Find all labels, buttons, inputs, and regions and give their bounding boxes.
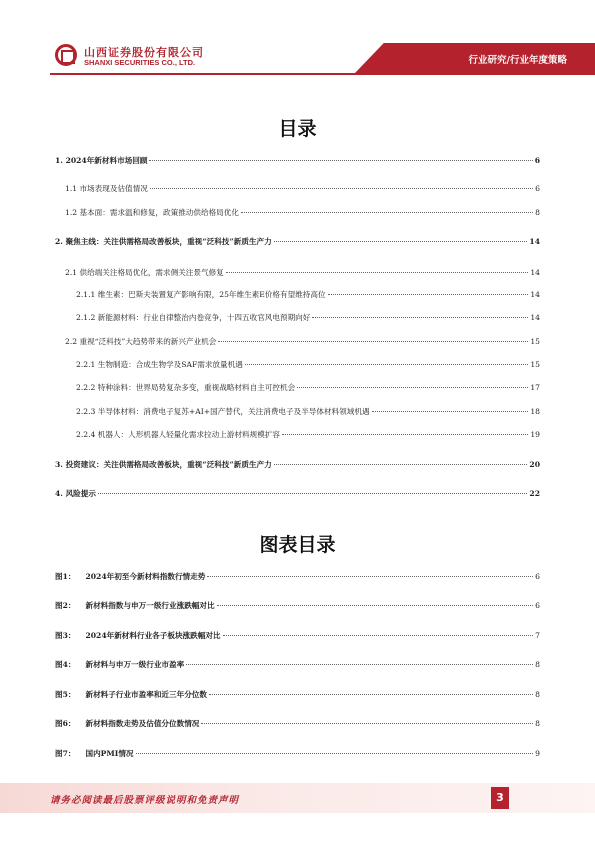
figure-entry-3[interactable]	[55, 630, 540, 641]
page-header	[0, 0, 595, 80]
toc-entry-page: 8	[535, 208, 540, 217]
toc-leader	[149, 160, 532, 161]
toc-entry-page: 19	[530, 430, 540, 439]
toc-entry-4[interactable]	[55, 488, 540, 499]
figure-entry-7[interactable]	[55, 748, 540, 759]
toc-entry-page: 18	[530, 407, 540, 416]
toc-entry-2-1-2[interactable]	[76, 312, 540, 323]
toc-title: 目录	[278, 118, 317, 140]
toc-entry-text: 2.2.1 生物制造：合成生物学及SAF需求放量机遇	[76, 360, 243, 369]
toc-leader	[297, 387, 528, 388]
toc-entry-2-2-2[interactable]	[76, 382, 540, 393]
footer-disclaimer: 请务必阅读最后股票评级说明和免责声明	[50, 795, 240, 806]
toc-entry-3[interactable]	[55, 459, 540, 470]
toc-entry-page: 14	[530, 268, 540, 277]
toc-leader	[312, 317, 528, 318]
figure-entry-5[interactable]	[55, 689, 540, 700]
figure-entry-page: 6	[535, 601, 540, 610]
figure-entry-text: 国内PMI情况	[85, 749, 134, 758]
toc-leader	[274, 464, 528, 465]
figure-entry-6[interactable]	[55, 718, 540, 729]
figure-entry-label: 图6：	[55, 719, 76, 728]
toc-leader	[223, 635, 534, 636]
toc-entry-2[interactable]	[55, 236, 540, 247]
toc-entry-1-1[interactable]	[65, 183, 540, 194]
figure-entry-text: 新材料指数走势及估值分位数情况	[85, 719, 200, 728]
figure-list-title: 图表目录	[259, 534, 336, 556]
toc-entry-page: 15	[530, 360, 540, 369]
toc-leader	[150, 188, 533, 189]
figure-entry-text: 2024年新材料行业各子板块涨跌幅对比	[85, 631, 221, 640]
figure-entry-text: 2024年初至今新材料指数行情走势	[85, 572, 206, 581]
figure-entry-page: 6	[535, 572, 540, 581]
figure-entry-label: 图5：	[55, 690, 76, 699]
toc-entry-text: 1. 2024年新材料市场回顾	[55, 156, 148, 165]
toc-entry-text: 2. 聚焦主线：关注供需格局改善板块，重视“泛科技”新质生产力	[55, 237, 272, 246]
figure-entry-2[interactable]	[55, 600, 540, 611]
toc-entry-text: 1.1 市场表现及估值情况	[65, 184, 148, 193]
toc-entry-text: 2.2 重视“泛科技”大趋势带来的新兴产业机会	[65, 337, 217, 346]
toc-leader	[201, 723, 533, 724]
toc-entry-page: 14	[530, 290, 540, 299]
report-category: 行业研究/行业年度策略	[468, 55, 567, 66]
toc-leader	[186, 664, 533, 665]
toc-entry-page: 17	[530, 383, 540, 392]
toc-entry-page: 14	[530, 313, 540, 322]
toc-entry-text: 2.2.4 机器人：人形机器人轻量化需求拉动上游材料规模扩容	[76, 430, 280, 439]
toc-entry-text: 3. 投资建议：关注供需格局改善板块，重视“泛科技”新质生产力	[55, 460, 272, 469]
toc-leader	[209, 694, 533, 695]
toc-leader	[328, 294, 529, 295]
toc-entry-text: 2.1.2 新能源材料：行业自律整治内卷竞争，十四五收官风电预期向好	[76, 313, 311, 322]
toc-leader	[372, 411, 529, 412]
toc-entry-page: 6	[535, 184, 540, 193]
toc-leader	[282, 434, 528, 435]
toc-leader	[217, 605, 534, 606]
toc-entry-1-2[interactable]	[65, 207, 540, 218]
header-rule	[50, 73, 595, 75]
toc-entry-page: 14	[529, 237, 540, 246]
toc-leader	[136, 753, 534, 754]
toc-entry-2-2-1[interactable]	[76, 359, 540, 370]
figure-entry-page: 7	[535, 631, 540, 640]
toc-entry-text: 4. 风险提示	[55, 489, 96, 498]
toc-entry-1[interactable]	[55, 155, 540, 166]
toc-leader	[241, 212, 533, 213]
toc-leader	[207, 576, 533, 577]
toc-entry-text: 2.1 供给端关注格局优化，需求侧关注景气修复	[65, 268, 224, 277]
figure-entry-label: 图7：	[55, 749, 76, 758]
toc-entry-2-1-1[interactable]	[76, 289, 540, 300]
toc-leader	[245, 364, 529, 365]
toc-entry-text: 2.2.2 特种涂料：世界局势复杂多变，重视战略材料自主可控机会	[76, 383, 296, 392]
toc-entry-text: 1.2 基本面：需求温和修复，政策推动供给格局优化	[65, 208, 239, 217]
company-name-en: SHANXI SECURITIES CO., LTD.	[84, 58, 196, 67]
toc-entry-text: 2.1.1 维生素：巴斯夫装置复产影响有限，25年维生素E价格有望维持高位	[76, 290, 326, 299]
toc-entry-2-1[interactable]	[65, 267, 540, 278]
toc-entry-page: 6	[534, 156, 540, 165]
toc-entry-2-2-4[interactable]	[76, 429, 540, 440]
toc-entry-2-2-3[interactable]	[76, 406, 540, 417]
figure-entry-1[interactable]	[55, 571, 540, 582]
toc-leader	[218, 341, 528, 342]
figure-entry-4[interactable]	[55, 659, 540, 670]
figure-entry-text: 新材料子行业市盈率和近三年分位数	[85, 690, 207, 699]
figure-entry-page: 8	[535, 719, 540, 728]
toc-entry-page: 15	[530, 337, 540, 346]
figure-entry-page: 8	[535, 660, 540, 669]
page-number: 3	[491, 787, 509, 809]
figure-entry-label: 图3：	[55, 631, 76, 640]
toc-leader	[98, 493, 527, 494]
toc-entry-page: 20	[529, 460, 540, 469]
figure-entry-text: 新材料指数与申万一级行业涨跌幅对比	[85, 601, 215, 610]
figure-entry-label: 图1：	[55, 572, 76, 581]
figure-entry-page: 9	[535, 749, 540, 758]
toc-entry-page: 22	[529, 489, 540, 498]
toc-leader	[274, 241, 528, 242]
figure-entry-label: 图2：	[55, 601, 76, 610]
figure-entry-page: 8	[535, 690, 540, 699]
company-name-cn: 山西证券股份有限公司	[84, 46, 204, 59]
toc-entry-2-2[interactable]	[65, 336, 540, 347]
toc-leader	[226, 272, 529, 273]
company-logo-icon	[55, 44, 77, 66]
figure-entry-label: 图4：	[55, 660, 76, 669]
toc-entry-text: 2.2.3 半导体材料：消费电子复苏+AI+国产替代，关注消费电子及半导体材料领域机遇	[76, 407, 370, 416]
figure-entry-text: 新材料与申万一级行业市盈率	[85, 660, 185, 669]
